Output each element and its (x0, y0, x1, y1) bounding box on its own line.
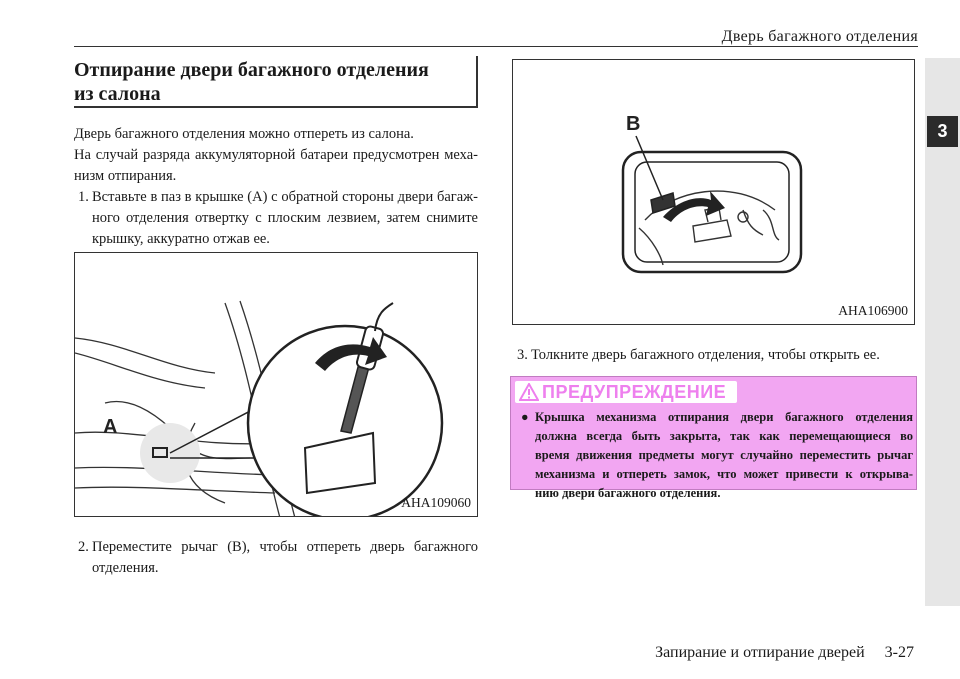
warning-line: механизма и отпереть замок, что может привести к открыва- (535, 467, 913, 481)
step-number: 3. (517, 347, 528, 363)
figure-lever (512, 59, 915, 325)
section-heading-line1: Отпирание двери багажного отделения (74, 59, 429, 81)
running-header: Дверь багажного отделения (721, 28, 918, 45)
step-text-line: Толкните дверь багажного отделения, чтобы открыть ее. (531, 347, 880, 363)
step-text-line: Переместите рычаг (B), чтобы отпереть дверь багажного (92, 539, 478, 555)
intro-line-1: Дверь багажного отделения можно отпереть из салона. (74, 126, 414, 142)
step-text-line: Вставьте в паз в крышке (A) с обратной стороны двери багаж- (92, 189, 478, 205)
warning-box (510, 376, 917, 500)
section-heading-line2: из салона (74, 83, 161, 105)
warning-line: Крышка механизма отпирания двери багажного отделения (535, 410, 913, 424)
warning-title: ПРЕДУПРЕЖДЕНИЕ (542, 381, 727, 402)
lever-illustration (513, 60, 915, 325)
page-footer: Запирание и отпирание дверей 3-27 (655, 644, 914, 661)
warning-line: нию двери багажного отделения. (535, 486, 721, 500)
intro-line-3: низм отпирания. (74, 168, 177, 184)
figure-code: AHA109060 (401, 495, 471, 510)
step-number: 2. (78, 539, 89, 555)
cover-removal-illustration (75, 253, 478, 517)
figure-label-b: B (626, 113, 641, 135)
section-heading (74, 56, 478, 108)
chapter-number: 3 (927, 116, 958, 147)
header-rule (74, 46, 918, 47)
step-text-line: крышку, аккуратно отжав ее. (92, 231, 270, 247)
warning-line: должна всегда быть закрыта, так как перемещающиеся во (535, 429, 913, 443)
figure-cover-removal (74, 252, 478, 517)
intro-line-2: На случай разряда аккумуляторной батареи предусмотрен меха- (74, 147, 478, 163)
warning-header (515, 381, 737, 403)
step-number: 1. (78, 189, 89, 205)
step-text-line: ного отделения отвертку с плоским лезвием, затем снимите (92, 210, 478, 226)
section-heading-text (74, 58, 429, 106)
figure-label-a: A (103, 416, 118, 438)
bullet-icon: ● (521, 410, 529, 424)
warning-line: время движения предметы могут случайно переместить рычаг (535, 448, 913, 462)
figure-code: AHA106900 (838, 303, 908, 318)
warning-triangle-icon (519, 383, 539, 401)
step-text-line: отделения. (92, 560, 159, 576)
